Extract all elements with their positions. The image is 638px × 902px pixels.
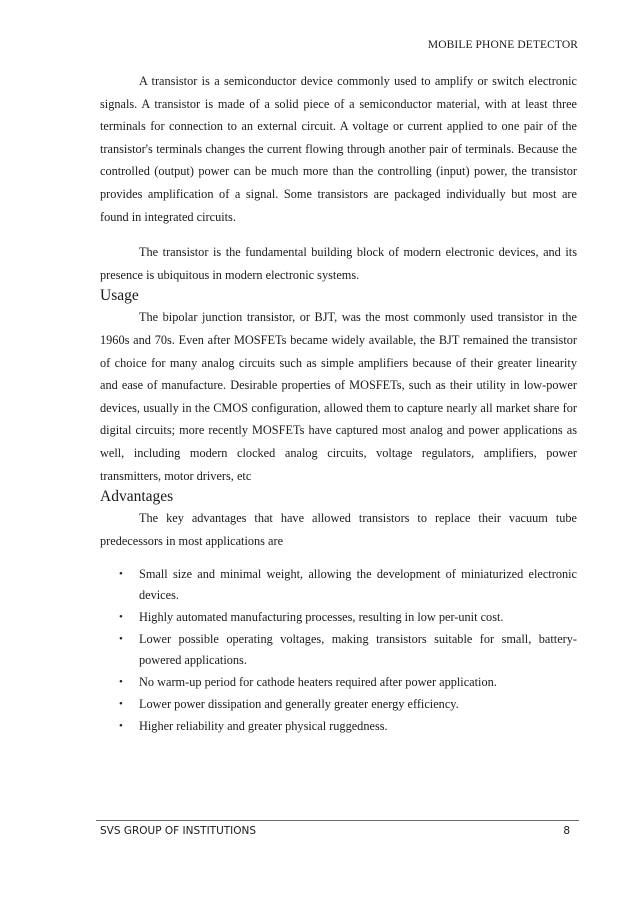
list-item: [100, 629, 577, 671]
bullet-icon: •: [119, 676, 123, 689]
intro-paragraph-2: The transistor is the fundamental building block of modern electronic devices, and its presence is ubiquitous in modern electronic systems.: [100, 245, 577, 282]
list-item: [100, 716, 577, 737]
advantages-intro: The key advantages that have allowed transistors to replace their vacuum tube predecessors in most applications are: [100, 511, 577, 548]
list-item-text: Lower possible operating voltages, making transistors suitable for small, battery-powered applications.: [139, 632, 577, 668]
page-content: [100, 70, 577, 738]
list-item: [100, 564, 577, 606]
bullet-icon: •: [119, 568, 123, 581]
advantages-list: [100, 564, 577, 737]
bullet-icon: •: [119, 698, 123, 711]
list-item-text: Higher reliability and greater physical ruggedness.: [139, 719, 388, 734]
usage-heading: Usage: [100, 287, 139, 305]
advantages-heading: Advantages: [100, 488, 174, 506]
footer-divider: [96, 820, 579, 821]
list-item-text: No warm-up period for cathode heaters required after power application.: [139, 675, 497, 690]
intro-paragraph-1: A transistor is a semiconductor device commonly used to amplify or switch electronic signals. A transistor is made of a solid piece of a semiconductor material, with at least three terminals for connection to an external circuit. A voltage or current applied to one pair of the transistor's terminals changes the current flowing through another pair of terminals. Because the controlled (output) power can be much more than the controlling (input) power, the transistor provides amplification of a signal. Some transistors are packaged individually but most are found in integrated circuits.: [100, 74, 577, 224]
list-item-text: Highly automated manufacturing processes, resulting in low per-unit cost.: [139, 610, 504, 625]
bullet-icon: •: [119, 611, 123, 624]
running-header: MOBILE PHONE DETECTOR: [427, 39, 578, 51]
list-item: [100, 694, 577, 715]
list-item-text: Small size and minimal weight, allowing the development of miniaturized electronic devices.: [139, 567, 577, 603]
list-item: [100, 672, 577, 693]
footer-institution: SVS GROUP OF INSTITUTIONS: [100, 825, 257, 837]
bullet-icon: •: [119, 633, 123, 646]
list-item: [100, 607, 577, 628]
usage-paragraph: The bipolar junction transistor, or BJT, was the most commonly used transistor in the 1960s and 70s. Even after MOSFETs became widely available, the BJT remained the transistor of choice for many analog circuits such as simple amplifiers because of their greater linearity and ease of manufacture. Desirable properties of MOSFETs, such as their utility in low-power devices, usually in the CMOS configuration, allowed them to capture nearly all market share for digital circuits; more recently MOSFETs have captured most analog and power applications as well, including modern clocked analog circuits, voltage regulators, amplifiers, power transmitters, motor drivers, etc: [100, 310, 577, 483]
list-item-text: Lower power dissipation and generally greater energy efficiency.: [139, 697, 459, 712]
bullet-icon: •: [119, 720, 123, 733]
page-number: 8: [563, 825, 570, 837]
